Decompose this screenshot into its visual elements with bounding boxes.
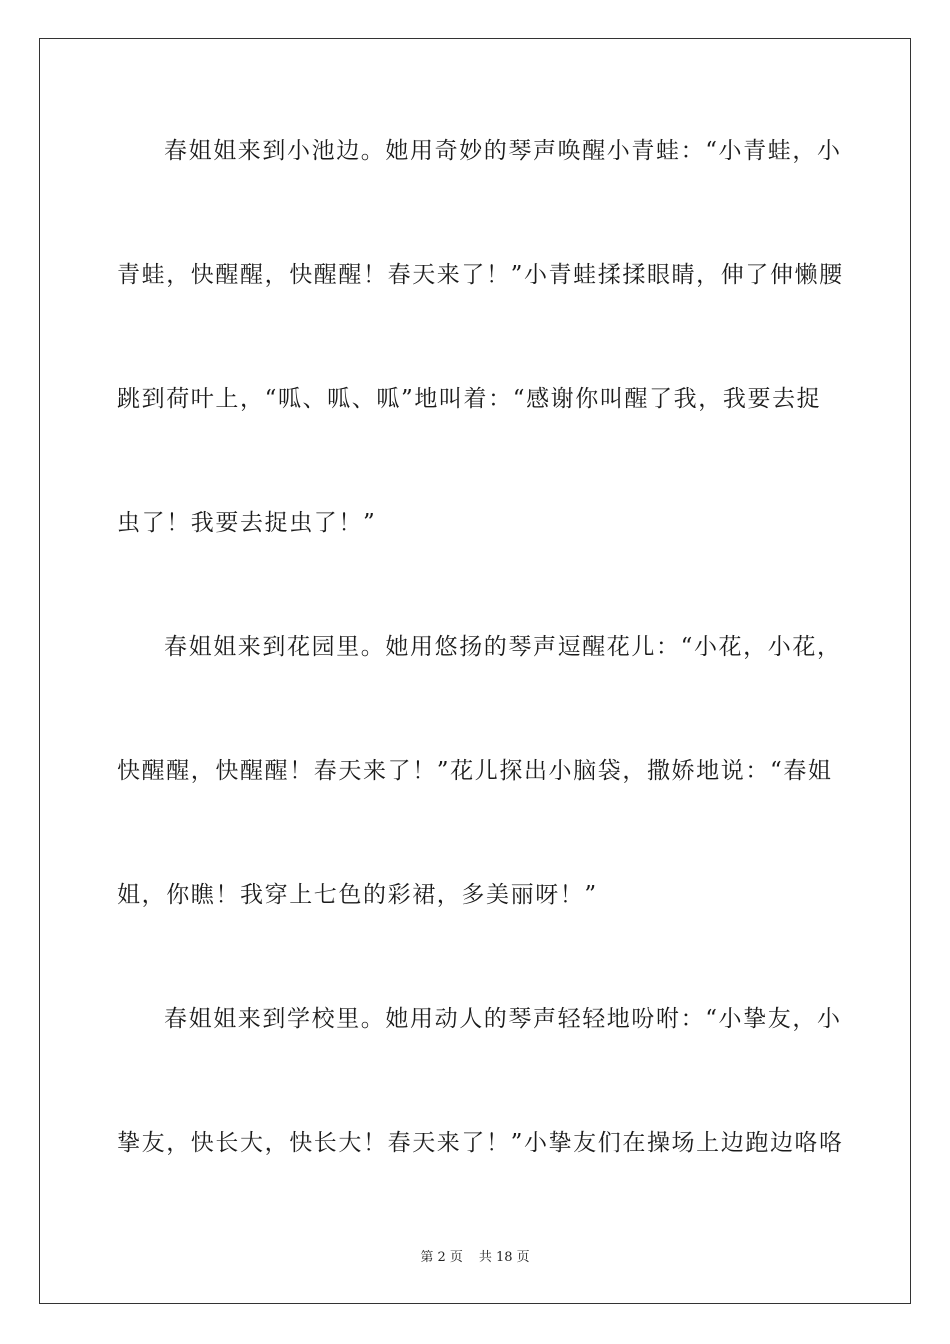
page-number: 第 2 页 [420, 1250, 463, 1265]
page-footer [0, 1246, 950, 1265]
page-border [39, 38, 911, 1304]
paragraph-1-line-2: 青蛙，快醒醒，快醒醒！春天来了！”小青蛙揉揉眼睛，伸了伸懒腰 [117, 262, 844, 288]
page-total: 共 18 页 [478, 1250, 530, 1265]
paragraph-1-line-4: 虫了！我要去捉虫了！” [117, 510, 377, 536]
paragraph-2-line-1: 春姐姐来到花园里。她用悠扬的琴声逗醒花儿：“小花，小花， [164, 634, 842, 660]
paragraph-2-line-3: 姐，你瞧！我穿上七色的彩裙，多美丽呀！” [117, 882, 598, 908]
paragraph-1-line-3: 跳到荷叶上，“呱、呱、呱”地叫着：“感谢你叫醒了我，我要去捉 [117, 386, 822, 412]
paragraph-3-line-2: 挚友，快长大，快长大！春天来了！”小挚友们在操场上边跑边咯咯 [117, 1130, 844, 1156]
paragraph-2-line-2: 快醒醒，快醒醒！春天来了！”花儿探出小脑袋，撒娇地说：“春姐 [117, 758, 833, 784]
paragraph-1-line-1: 春姐姐来到小池边。她用奇妙的琴声唤醒小青蛙：“小青蛙，小 [164, 138, 842, 164]
paragraph-3-line-1: 春姐姐来到学校里。她用动人的琴声轻轻地吩咐：“小挚友，小 [164, 1006, 842, 1032]
